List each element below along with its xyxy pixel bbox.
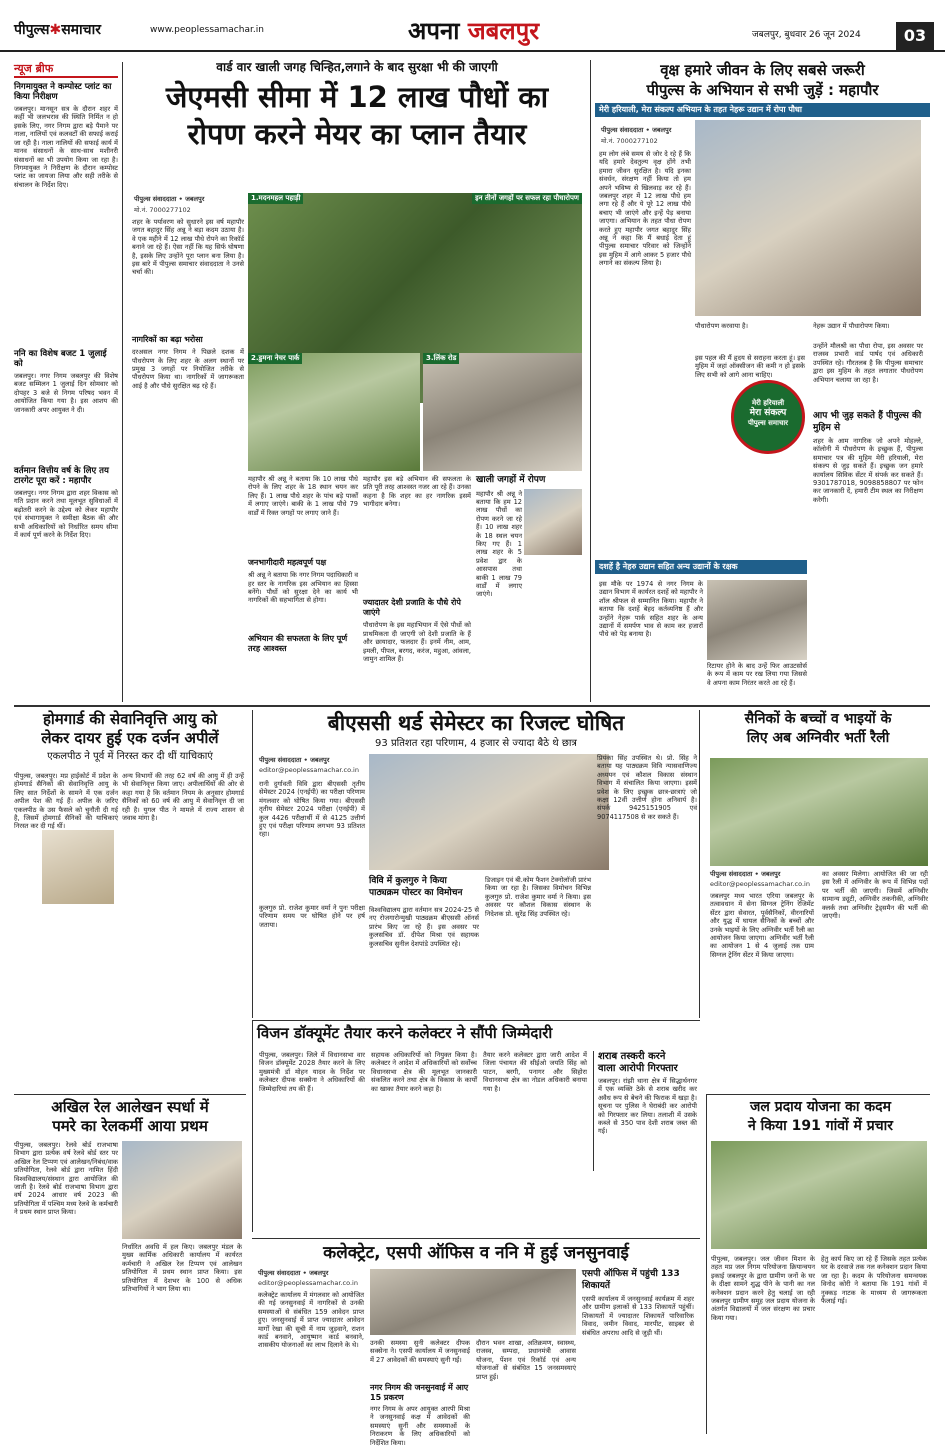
mayor-photo-caption: नेहरू उद्यान में पौधारोपण किया। <box>813 322 890 330</box>
army-byline: पीपुल्स संवाददाता • जबलपुर <box>710 870 781 878</box>
army-story <box>706 710 930 1050</box>
lead-text-4: श्री अन्नू ने बताया कि नगर निगम पदाधिकारी व हर स्तर के नागरिक इस अभियान का हिस्सा बनेंगे। पौधों को सुरक्षा देने का कार्य भी नागरिकों की सहभागिता से होगा। <box>248 571 358 605</box>
vision-headline: विजन डॉक्यूमेंट तैयार करने कलेक्टर ने सौंपी जिम्मेदारी <box>257 1024 553 1042</box>
result-deck: 93 प्रतिशत रहा परिणाम, 4 हजार से ज्यादा बैठे थे छात्र <box>375 738 577 749</box>
seal-text-3: पीपुल्स समाचार <box>747 419 789 428</box>
result-sub: विवि में कुलगुरु ने किया पाठ्यक्रम पोस्टर का विमोचन <box>369 876 463 898</box>
lead-col-1 <box>132 218 244 698</box>
hearing-headline: कलेक्ट्रेट, एसपी ऑफिस व ननि में हुई जनसुनवाई <box>323 1243 629 1263</box>
result-text: रानी दुर्गावती विवि द्वारा बीएससी तृतीय सेमेस्टर 2024 (एनईपी) का परीक्षा परिणाम मंगलवार को घोषित किया गया। बीएससी तृतीय सेमेस्टर 2024 परीक्षा (एनईपी) में कुल 4426 परीक्षार्थी में से 4125 उत्तीर्ण हुए एवं परीक्षा परिणाम लगभग 93 प्रतिशत रहा। <box>259 780 365 839</box>
vision-text: पीपुल्स, जबलपुर। जिले में विधानसभा वार विजन डॉक्यूमेंट 2028 तैयार करने के लिए मुख्यमंत्री डॉ मोहन यादव के निर्देश पर कलेक्टर दीपक सक्सेना ने अधिकारियों की जिम्मेदारियां तय की हैं। <box>259 1051 365 1093</box>
rail-story <box>14 1094 246 1434</box>
result-text-4: डिजाइन एवं बी.कोम फैशन टेक्नोलॉजी प्रारंभ किया जा रहा है। जिसका विमोचन विभिन्न कुलगुरु प्रो. राजेश कुमार वर्मा ने किया। इस अवसर पर कौशल विकास संस्थान के निदेशक प्रो. सुरेंद्र सिंह उपस्थित रहे। <box>485 876 591 918</box>
mayor-sub-a: आप भी जुड़ सकते हैं पीपुल्स की मुहिम से <box>813 411 922 433</box>
lead-sub-2: जनभागीदारी महत्वपूर्ण पक्ष <box>248 558 327 567</box>
army-photo <box>710 758 928 866</box>
army-headline-1: सैनिकों के बच्चों व भाइयों के <box>744 711 892 727</box>
result-photo <box>369 754 609 870</box>
hearing-text-3: नगर निगम के अपर आयुक्त आरपी मिश्रा ने जनसुनवाई कक्ष में आवेदकों की समस्याएं सुनीं और समस्याओं के निराकरण के लिए अधिकारियों को निर्देशित किया। <box>370 1405 470 1447</box>
section-divider <box>14 705 930 707</box>
homeguard-text: पीपुल्स, जबलपुर। मप्र हाईकोर्ट में प्रदेश के होमगार्ड सैनिकों की सेवानिवृत्ति आयु के लिए सात निर्देशों के सामने में एक दर्जन अपील पेश की गई हैं। अपील के जरिए एकलपीठ के उस फैसले को चुनौती दी गई है, जिसमें होमगार्ड सैनिकों की याचिकाएं निरस्त कर दी गई थीं। <box>14 772 118 831</box>
lead-col-3 <box>363 475 471 697</box>
lead-byline: पीपुल्स संवाददाता • जबलपुर <box>134 195 205 203</box>
hearing-text-4: दौरान भवन शाखा, अतिक्रमण, स्वास्थ्य, राजस्व, सम्पदा, प्रधानमंत्री आवास योजना, पेंशन एवं रिकॉर्ड एवं अन्य योजनाओं से संबंधित 15 जनसमस्याएं प्राप्त हुई। <box>476 1339 576 1381</box>
hearing-text: कलेक्ट्रेट कार्यालय में मंगलवार को आयोजित की गई जनसुनवाई में नागरिकों से उनकी समस्याओं से संबंधित 159 आवेदन प्राप्त हुए। जनसुनवाई में प्राप्त ज्यादातर आवेदन मार्गों रेखा की सूची में नाम जुड़वाने, राशन कार्ड बनवाने, आयुष्मान कार्ड बनवाने, शासकीय योजनाओं का लाभ दिलाने के थे। <box>258 1291 364 1350</box>
lead-sub-3: अभियान की सफलता के लिए पूर्ण तरह आश्वस्त <box>248 634 348 654</box>
brand-logo: पीपुल्स✱समाचार <box>14 22 101 38</box>
hearing-text-2: उनकी समस्या सुनी कलेक्टर दीपक सक्सेना ने। एसपी कार्यालय में जनसुनवाई में 27 आवेदकों की समस्याएं सुनी गईं। <box>370 1339 470 1364</box>
result-text-5: प्रियंका सिंह उपस्थित थे। प्रो. सिंह ने बताया यह पाठ्यक्रम विवि न्यासवाणिज्य अध्ययन एवं कौशल विकास संस्थान विभाग में संचालित किया जाएगा। इसमें प्रवेश के लिए इच्छुक छात्र-छात्राएं जो कक्षा 12वीं उत्तीर्ण होना अनिवार्य है। संपर्क 9425151905 एवं 9074117508 से कर सकते हैं। <box>597 754 697 821</box>
vision-story <box>252 1020 700 1232</box>
liquor-headline-2: वाला आरोपी गिरफ्तार <box>598 1063 678 1074</box>
photo-dumna <box>248 353 420 471</box>
lead-col-2 <box>248 475 358 697</box>
brief-headline-2: ननि का विशेष बजट 1 जुलाई को <box>14 349 107 370</box>
dashe-text: इस मौके पर 1974 से नगर निगम के उद्यान विभाग में कार्यरत दशहें को महापौर ने शॉल श्रीफल से सम्मानित किया। महापौर ने बताया कि दशहें बेहद कर्तव्यनिष्ठ हैं और उन्होंने नेहरू पार्क सहित शहर के अन्य उद्यानों में समर्पण भाव से काम कर हजारों पौधे को पेड़ बनाया है। <box>599 580 703 639</box>
lead-text-6: महापौर श्री अन्नू ने बताया कि हम 12 लाख पौधों का रोपण करने जा रहे हैं। 10 लाख शहर के 18 स्थल चयन किए गए हैं। 1 लाख शहर के 5 प्रवेश द्वार के आसपास तथा बाकी 1 लाख 79 वार्डों में लगाए जाएंगे। <box>476 489 522 599</box>
mayor-col-3 <box>813 322 923 550</box>
brief-text-1: जबलपुर। मानसून सत्र के दौरान शहर में कहीं भी जलभराव की स्थिति निर्मित न हो इसके लिए, नगर निगम द्वारा बड़े पैमाने पर नाला, नालियों एवं कलवर्टों की सफाई कराई जा रही है। नाला नालियों की सफाई कार्य में मानव संसाधनों के साथ-साथ मशीनरी संसाधनों का भी उपयोग किया जा रहा है। निगमायुक्त ने निरीक्षण के दौरान कम्पोस्ट प्लांट का जायजा लिया और सही तरीके से संचालन के निर्देश दिए। <box>14 105 118 189</box>
lead-text-2: दरअसल नगर निगम ने पिछले दशक में पौधरोपण के लिए शहर के अलग स्थानों पर प्रमुख 3 जगहों पर नियोजित तरीके से पौधरोपण किया था। नागरिकों में जागरूकता आई है और पौधे सुरक्षित बढ़ रहे हैं। <box>132 348 244 390</box>
dateline: जबलपुर, बुधवार 26 जून 2024 <box>752 30 861 40</box>
page-title: अपना जबलपुर <box>408 17 540 45</box>
seal-text-1: मेरी हरियाली <box>751 399 785 407</box>
mayor-text: हम लोग लंबे समय से जोर दे रहे हैं कि यदि हमारे देवतुल्य वृक्ष होंगे तभी हमारा जीवन सुरक्षित है। यदि इनका संवर्धन, संरक्षण नहीं किया तो हम अपने भविष्य से खिलवाड़ कर रहे हैं। जबलपुर शहर में 12 लाख पौधे हम लगा रहे हैं और ये पूरे 12 लाख पौधे बचाए भी जाएंगे और इन्हें पेड़ बनाया जाएगा। अभियान के तहत पौधा रोपण करते हुए महापौर जगत बहादुर सिंह अन्नू ने कहा कि मैं बधाई देता हूं पीपुल्स समाचार परिवार को जिन्होंने इस मुहिम में आगे आकर 5 हजार पौधे लगाने का संकल्प लिया है। <box>599 150 691 268</box>
mayor-caption: पौधारोपण करवाया है। <box>695 322 748 330</box>
photo-label-1: 1.मदनमहल पहाड़ी <box>248 193 303 204</box>
mayor-text-a: शहर के आम नागरिक जो अपने मोहल्ले, कॉलोनी में पौधरोपण के इच्छुक हैं, पीपुल्स समाचार पत्र की मुहिम मेरी हरियाली, मेरा संकल्प से जुड़ सकते हैं। इच्छुक जन हमारे कार्यालय सिविक सेंटर में संपर्क कर सकते हैं। 9301787018, 9098858807 पर फोन कर जानकारी दें, हमारी टीम स्थल का निरीक्षण करेगी। <box>813 437 923 504</box>
mayor-headline-2: पीपुल्स के अभियान से सभी जुड़ें : महापौर <box>646 81 879 99</box>
column-divider <box>122 62 123 702</box>
lead-headline-2: रोपण करने मेयर का प्लान तैयार <box>187 117 527 152</box>
result-headline: बीएससी थर्ड सेमेस्टर का रिजल्ट घोषित <box>327 711 625 735</box>
homeguard-headline-2: लेकर दायर हुई एक दर्जन अपीलें <box>41 729 219 747</box>
result-text-2: कुलगुरु प्रो. राजेश कुमार वर्मा ने पुनः परीक्षा परिणाम समय पर घोषित होने पर हर्ष जताया। <box>259 904 365 929</box>
water-headline-1: जल प्रदाय योजना का कदम <box>750 1099 891 1115</box>
lead-sub-5: ज्यादातर देशी प्रजाति के पौधे रोपे जाएंगे <box>363 598 461 618</box>
mayor-text-3: उन्होंने मौलश्री का पौधा रोपा, इस अवसर पर राजस्व प्रभारी वार्ड पार्षद एवं अधिकारी उपस्थित रहे। गौरतलब है कि पीपुल्स समाचार द्वारा इस मुहिम के तहत लगातार पौधरोपण अभियान चलाया जा रहा है। <box>813 342 923 384</box>
photo-label-3: 3.लिंक रोड <box>423 353 459 364</box>
dashe-photo <box>707 580 807 660</box>
rail-text-2: निर्धारित अवधि में हल किए। जबलपुर मंडल के मुख्य कार्मिक अधिकारी कार्यालय में कार्यरत कर्मचारी ने अखिल रेल टिप्पण एवं आलेखन प्रतियोगिता में प्रथम स्थान प्राप्त किया। इस प्रतियोगिता में देशभर के 100 से अधिक प्रतिभागियों ने भाग लिया था। <box>122 1243 242 1294</box>
site-url: www.peoplessamachar.in <box>150 25 264 35</box>
news-brief-column <box>14 62 118 702</box>
mayor-deck: मेरी हरियाली, मेरा संकल्प अभियान के तहत नेहरू उद्यान में रोपा पौधा <box>595 103 930 117</box>
planting-photo <box>695 120 921 316</box>
lead-sub-4: खाली जगहों में रोपण <box>476 475 546 485</box>
water-text: पीपुल्स, जबलपुर। जल जीवन मिशन के तहत मप्र जल निगम परियोजना क्रियान्वयन इकाई जबलपुर के द्वारा ग्रामीण जनों के घर के दीक्षा सामने शुद्ध पीने के पानी का नल कनेक्शन प्रदान करने हेतु चलाई जा रही जबलपुर ग्रामीण समूह जल प्रदाय योजना के अंतर्गत विद्यालयों में जल संरक्षण का प्रचार किया गया। <box>711 1255 815 1322</box>
lead-kicker: वार्ड वार खाली जगह चिन्हित,लगाने के बाद सुरक्षा भी की जाएगी <box>216 60 498 74</box>
army-email: editor@peoplessamachar.co.in <box>710 880 810 888</box>
vision-text-3: तैयार करने कलेक्टर द्वारा जारी आदेश में जिला पंचायत की सीईओ जयति सिंह को पाटन, बरगी, पनागर और सिहोरा विधानसभा क्षेत्र का नोडल अधिकारी बनाया गया है। <box>483 1051 587 1093</box>
hearing-story <box>252 1238 700 1447</box>
brief-headline-1: निगमायुक्त ने कम्पोस्ट प्लांट का किया निरीक्षण <box>14 82 112 103</box>
mayor-headline-1: वृक्ष हमारे जीवन के लिए सबसे जरूरी <box>660 61 865 79</box>
hearing-byline: पीपुल्स संवाददाता • जबलपुर <box>258 1269 329 1277</box>
mayor-byline: पीपुल्स संवाददाता • जबलपुर <box>601 126 672 134</box>
mayor-phone: मो.नं. 7000277102 <box>601 137 658 145</box>
seal-text-2: मेरा संकल्प <box>749 407 787 418</box>
water-text-2: हेतु कार्य किए जा रहे हैं जिसके तहत प्रत्येक घर के दरवाजे तक नल कनेक्शन प्रदान किया जा रहा है। कदम के परियोजना समन्वयक विनोद कोरी ने बताया कि 191 गांवों में नुक्कड़ नाटक के माध्यम से जागरूकता फैलाई गई। <box>821 1255 927 1306</box>
lead-text-1: शहर के पर्यावरण को सुधारने इस वर्ष महापौर जगत बहादुर सिंह अन्नू ने बड़ा कदम उठाया है। वे एक महीने में 12 लाख पौधे रोपने का रिकॉर्ड बनाने जा रहे हैं। ऐसा नहीं कि यह सिर्फ घोषणा है, इसके लिए उन्होंने पूरा प्लान बना लिया है। इस बारे में पीपुल्स समाचार संवाददाता ने उनसे चर्चा की। <box>132 218 244 277</box>
army-text-2: का अवसर मिलेगा। आयोजित की जा रही इस रैली में अग्निवीर के रूप में विभिन्न पदों पर भर्ती की जाएगी। जिसमें अग्निवीर सामान्य ड्यूटी, अग्निवीर तकनीकी, अग्निवीर क्लर्क तथा अग्निवीर ट्रेड्समैन की भर्ती की जाएगी। <box>822 870 928 921</box>
dashe-section-title: दशहें है नेहरु उद्यान सहित अन्य उद्यानों के रक्षक <box>595 560 807 574</box>
homeguard-headline-1: होमगार्ड की सेवानिवृत्ति आयु को <box>42 710 218 728</box>
lead-sub-1: नागरिकों का बढ़ा भरोसा <box>132 335 203 344</box>
brief-text-3: जबलपुर। नगर निगम द्वारा शहर विकास को गति प्रदान करने तथा मूलभूत सुविधाओं में बढ़ोतरी करने के उद्देश्य को लेकर महापौर एवं संभागायुक्त ने समीक्षा बैठक की और सभी अधिकारियों को निर्धारित समय सीमा में कार्य पूर्ण करने के निर्देश दिए। <box>14 489 118 540</box>
page-number: 03 <box>896 22 934 50</box>
result-email: editor@peoplessamachar.co.in <box>259 766 359 774</box>
lead-headline-1: जेएमसी सीमा में 12 लाख पौधों का <box>165 80 549 115</box>
mayor-story <box>590 60 930 702</box>
court-photo <box>42 830 114 904</box>
hearing-photo <box>370 1269 576 1335</box>
lead-col-4 <box>476 475 582 697</box>
mayor-portrait <box>524 489 582 555</box>
army-text: जबलपुर मध्य भारत एरिया जबलपुर के तत्वावधान में सेना सिग्नल ट्रेनिंग रेजिमेंट सेंटर द्वारा सेवारत, पूर्वसैनिकों, वीरनारियों और युद्ध में घायल सैनिकों के बच्चों और उनके भाइयों के लिए अग्निवीर भर्ती रैली का आयोजन किया जाएगा। अग्निवीर भर्ती रैली का आयोजन 1 से 4 जुलाई तक ग्राम सिग्नल ट्रेनिंग सेंटर में किया जाएगा। <box>710 892 814 959</box>
brief-headline-3: वर्तमान वित्तीय वर्ष के लिए तय टारगेट पूरा करें : महापौर <box>14 466 109 487</box>
dashe-caption: रिटायर होने के बाद उन्हें फिर आउटसोर्स के रूप में काम पर रख लिया गया जिससे वे अपना काम निरंतर करते आ रहे हैं। <box>707 662 807 687</box>
water-story <box>706 1094 930 1434</box>
brief-label: न्यूज ब्रीफ <box>14 62 118 78</box>
vision-text-2: सहायक अधिकारियों को नियुक्त किया है। कलेक्टर ने आदेश में अधिकारियों को सर्वोच्च विधानसभा क्षेत्र की मूलभूत जानकारी संकलित करने तथा क्षेत्र के विकास के कार्यों का खाका तैयार करने कहा है। <box>371 1051 477 1093</box>
brief-text-2: जबलपुर। नगर निगम जबलपुर की विशेष बजट सम्मिलन 1 जुलाई दिन सोमवार को दोपहर 3 बजे से निगम परिषद भवन में आयोजित किया गया है। इस आशय की जानकारी अपर आयुक्त ने दी। <box>14 372 118 414</box>
result-story <box>252 710 700 1018</box>
lead-text-7: पौधारोपण के इस महाभियान में ऐसे पौधों को प्राथमिकता दी जाएगी जो देशी प्रजाति के हैं और छायादार, फलदार हैं। इनमें नीम, आम, इमली, पीपल, बरगद, करंज, महुआ, आंवला, जामुन शामिल हैं। <box>363 621 471 664</box>
homeguard-text-2: अन्य विभागों की तरह 62 वर्ष की आयु में ही उन्हें भी सेवानिवृत्त किया जाए। अपीलार्थियों की ओर से कहा गया है कि वर्तमान नियम के अनुसार होमगार्ड सैनिकों को 60 वर्ष की आयु में सेवानिवृत्त दी जा रही है। युगल पीठ ने मामले में राज्य शासन से जवाब मांगा है। <box>122 772 244 823</box>
rail-text: पीपुल्स, जबलपुर। रेलवे बोर्ड राजभाषा विभाग द्वारा प्रत्येक वर्ष रेलवे बोर्ड स्तर पर अखिल रेल टिप्पण एवं आलेखन/निबंध/वाक प्रतियोगिता, रेलवे बोर्ड द्वारा नामित हिंदी विश्वविद्यालय/संस्थान द्वारा आयोजित की जाती है। रेलवे बोर्ड राजभाषा विभाग द्वारा वर्ष 2024 आधार वर्ष 2023 की प्रतियोगिता में पश्चिम मध्य रेलवे के कर्मचारी ने प्रथम स्थान प्राप्त किया। <box>14 1141 118 1217</box>
liquor-story <box>593 1051 697 1171</box>
brand-star-icon: ✱ <box>49 22 62 38</box>
photo-linkroad <box>423 353 582 471</box>
rail-photo <box>122 1141 242 1239</box>
water-photo <box>711 1141 927 1249</box>
lead-text-5: महापौर इस बड़े अभियान की सफलता के प्रति पूरी तरह आश्वस्त नजर आ रहे हैं। उनका कहना है कि शहर का हर नागरिक इसमें भागीदार बनेगा। <box>363 475 471 509</box>
lead-story <box>128 60 586 702</box>
homeguard-deck: एकलपीठ ने पूर्व में निरस्त कर दी थीं याचिकाएं <box>47 751 213 762</box>
water-headline-2: ने किया 191 गांवों में प्रचार <box>748 1118 893 1134</box>
result-byline: पीपुल्स संवाददाता • जबलपुर <box>259 756 330 764</box>
lead-text-3: महापौर श्री अन्नू ने बताया कि 10 लाख पौधे रोपने के लिए शहर के 18 स्थान चयन कर लिए हैं। 1 लाख पौधे शहर के पांच बड़े पार्कों में लगाए जाएंगे। बाकी के 1 लाख पौधे 79 वार्डों में रिक्त जगहों पर लगाए जाने हैं। <box>248 475 358 517</box>
hearing-text-5: एसपी कार्यालय में जनसुनवाई कार्यक्रम में शहर और ग्रामीण इलाकों से 133 शिकायतें पहुंचीं। शिकायतों में ज्यादातर शिकायतें पारिवारिक विवाद, जमीन विवाद, मारपीट, साइबर से संबंधित अपराध आदि से जुड़ी थीं। <box>582 1295 694 1337</box>
rail-headline-1: अखिल रेल आलेखन स्पर्धा में <box>51 1098 209 1116</box>
result-text-3: विश्वविद्यालय द्वारा वर्तमान सत्र 2024-25 से नए रोजगारोन्मुखी पाठ्यक्रम बीएससी ऑनर्स प्रारंभ किए जा रहे हैं। इस अवसर पर कुलसचिव डॉ. दीपेश मिश्रा एवं सहायक कुलसचिव सुनील देशपांडे उपस्थित रहे। <box>369 906 479 948</box>
campaign-seal <box>731 380 805 454</box>
photo-label-1b: इन तीनों जगहों पर सफल रहा पौधारोपण <box>472 193 582 204</box>
army-headline-2: लिए अब अग्निवीर भर्ती रैली <box>746 730 890 746</box>
hearing-sub-2: एसपी ऑफिस में पहुंची 133 शिकायतें <box>582 1269 680 1291</box>
homeguard-story <box>14 710 246 1048</box>
mayor-text-2: इस पहल की मैं हृदय से सराहना करता हूं। इस मुहिम में जहां ऑक्सीजन की कमी न हो इसके लिए सभी को आगे आना चाहिए। <box>695 354 805 379</box>
liquor-headline-1: शराब तस्करी करने <box>598 1051 666 1062</box>
masthead <box>0 0 945 52</box>
lead-phone: मो.नं. 7000277102 <box>134 206 191 214</box>
hearing-sub: नगर निगम की जनसुनवाई में आए 15 प्रकरण <box>370 1383 469 1403</box>
hearing-email: editor@peoplessamachar.co.in <box>258 1279 358 1287</box>
photo-label-2: 2.डुमना नेचर पार्क <box>248 353 302 364</box>
rail-headline-2: पमरे का रेलकर्मी आया प्रथम <box>52 1117 208 1135</box>
liquor-text: जबलपुर। रांझी थाना क्षेत्र में सिद्धार्थनगर में एक व्यक्ति ठेके से शराब खरीद कर अवैध रूप से बेचने की फिराक में खड़ा है। सूचना पर पुलिस ने घेराबंदी कर आरोपी को गिरफ्तार कर लिया। तलाशी में उसके कब्जे से 350 पाव देशी शराब जब्त की गई। <box>598 1077 697 1136</box>
